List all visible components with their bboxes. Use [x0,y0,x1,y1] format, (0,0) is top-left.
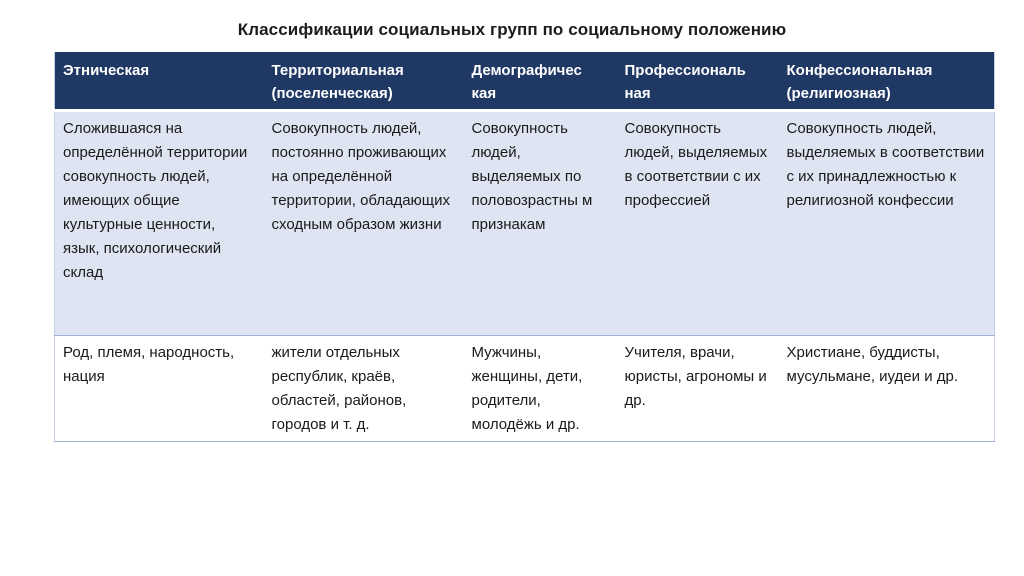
cell-territorial-examples: жители отдельных республик, краёв, областей, районов, городов и т. д. [264,336,464,442]
cell-professional-examples: Учителя, врачи, юристы, агрономы и др. [617,336,779,442]
header-ethnic: Этническая [55,52,264,111]
cell-demographic-definition: Совокупность людей, выделяемых по половозрастны м признакам [464,111,617,336]
cell-confessional-definition: Совокупность людей, выделяемых в соответствии с их принадлежностью к религиозной конфессии [779,111,995,336]
cell-demographic-examples: Мужчины, женщины, дети, родители, молодёжь и др. [464,336,617,442]
slide-title: Классификации социальных групп по социальному положению [237,20,787,39]
cell-ethnic-examples: Род, племя, народность, нация [55,336,264,442]
header-professional: Профессиональ ная [617,52,779,111]
cell-territorial-definition: Совокупность людей, постоянно проживающих на определённой территории, обладающих сходным образом жизни [264,111,464,336]
table-header-row [55,52,995,111]
cell-professional-definition: Совокупность людей, выделяемых в соответствии с их профессией [617,111,779,336]
table-row-examples [55,336,995,442]
cell-confessional-examples: Христиане, буддисты, мусульмане, иудеи и др. [779,336,995,442]
header-confessional: Конфессиональная (религиозная) [779,52,995,111]
cell-ethnic-definition: Сложившаяся на определённой территории совокупность людей, имеющих общие культурные ценности, язык, психологический склад [55,111,264,336]
header-demographic: Демографичес кая [464,52,617,111]
header-territorial: Территориальная (поселенческая) [264,52,464,111]
classification-table [54,52,995,442]
table-row-definitions [55,111,995,336]
